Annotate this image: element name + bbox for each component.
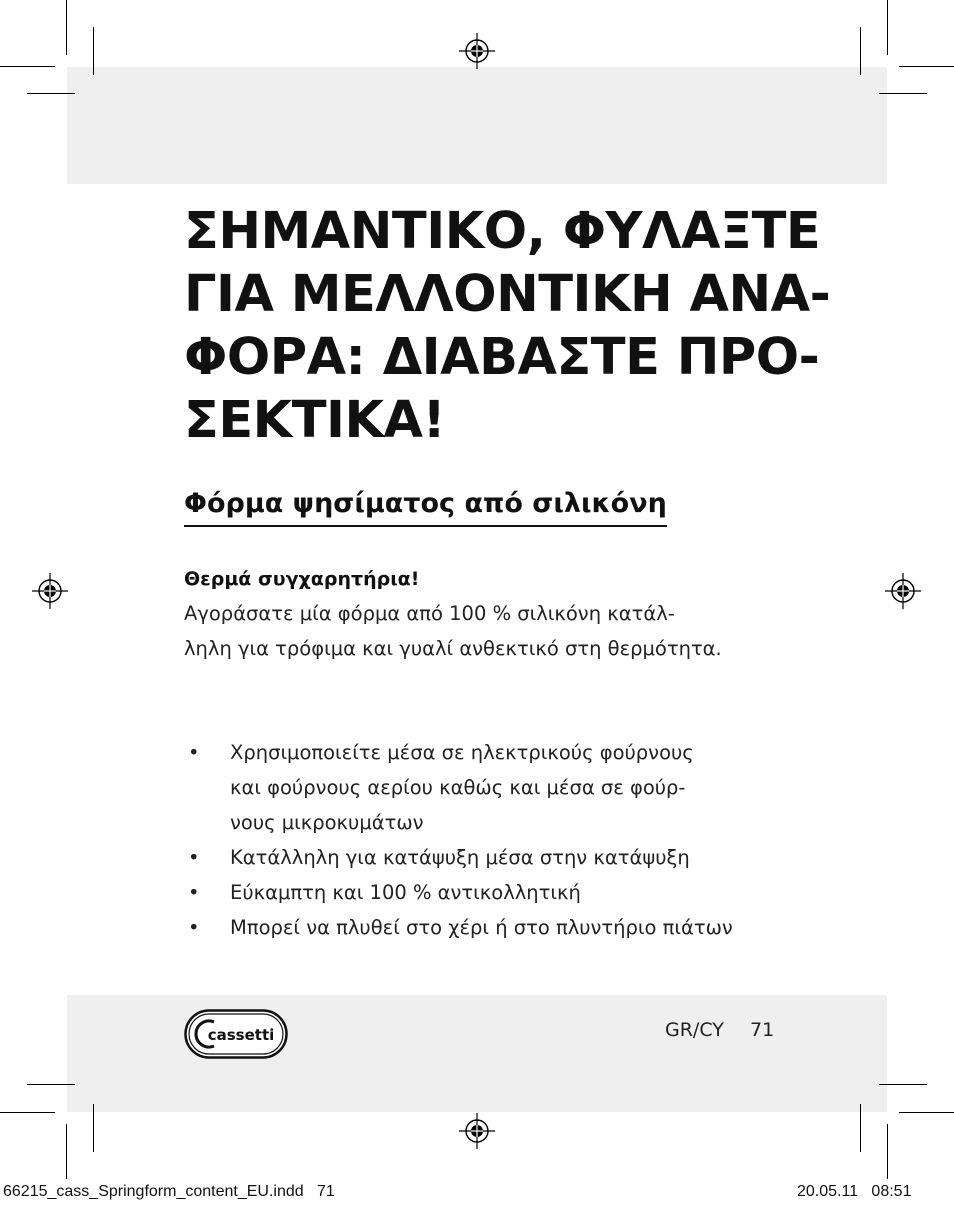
crop-mark	[93, 1104, 94, 1152]
page-number: 71	[750, 1019, 775, 1041]
crop-mark	[93, 27, 94, 75]
registration-mark-icon	[458, 1112, 496, 1150]
crop-mark	[27, 1084, 75, 1085]
list-item	[184, 910, 733, 945]
list-item-line: Εύκαμπτη και 100 % αντικολλητική	[230, 881, 581, 904]
intro-line: ληλη για τρόφιμα και γυαλί ανθεκτικό στη θερμότητα.	[184, 637, 722, 660]
header-band	[67, 67, 887, 184]
list-item-line: Μπορεί να πλυθεί στο χέρι ή στο πλυντήριο πιάτων	[230, 916, 733, 939]
crop-mark	[887, 1124, 888, 1179]
crop-mark	[66, 0, 67, 55]
print-slug-file: 66215_cass_Springform_content_EU.indd 71	[3, 1183, 335, 1200]
crop-mark	[0, 66, 55, 67]
cassetti-logo	[184, 1009, 288, 1059]
crop-mark	[27, 93, 75, 94]
crop-mark	[0, 1112, 55, 1113]
list-item	[184, 840, 733, 875]
region-label: GR/CY	[665, 1019, 724, 1041]
list-item-line: νους μικροκυμάτων	[230, 811, 424, 834]
title-line: ΣΗΜΑΝΤΙΚΟ, ΦΥΛΑΞΤΕ	[184, 202, 821, 261]
crop-mark	[860, 27, 861, 75]
crop-mark	[860, 1104, 861, 1152]
print-slug-datetime: 20.05.11 08:51	[797, 1183, 912, 1200]
registration-mark-icon	[31, 572, 69, 610]
product-subtitle: Φόρμα ψησίματος από σιλικόνη	[184, 484, 667, 527]
intro-paragraph	[184, 596, 804, 666]
crop-mark	[879, 1084, 927, 1085]
bullet-icon: •	[188, 741, 200, 764]
crop-mark	[879, 93, 927, 94]
bullet-icon: •	[188, 916, 200, 939]
list-item-line: και φούρνους αερίου καθώς και μέσα σε φούρ-	[230, 776, 686, 799]
bullet-icon: •	[188, 881, 200, 904]
list-item	[184, 875, 733, 910]
list-item-line: Χρησιμοποιείτε μέσα σε ηλεκτρικούς φούρνους	[230, 741, 694, 764]
title-line: ΓΙΑ ΜΕΛΛΟΝΤΙΚΗ ΑΝΑ-	[184, 265, 831, 324]
registration-mark-icon	[884, 572, 922, 610]
registration-mark-icon	[458, 32, 496, 70]
crop-mark	[899, 1112, 954, 1113]
crop-mark	[887, 0, 888, 55]
feature-list	[184, 735, 733, 945]
logo-text: cassetti	[207, 1026, 275, 1044]
crop-mark	[66, 1124, 67, 1179]
intro-line: Αγοράσατε μία φόρμα από 100 % σιλικόνη κατάλ-	[184, 602, 675, 625]
title-line: ΣΕΚΤΙΚΑ!	[184, 391, 446, 450]
crop-mark	[899, 66, 954, 67]
list-item	[184, 735, 733, 840]
list-item-line: Κατάλληλη για κατάψυξη μέσα στην κατάψυξη	[230, 846, 690, 869]
page-title	[184, 200, 831, 452]
bullet-icon: •	[188, 846, 200, 869]
title-line: ΦΟΡΑ: ΔΙΑΒΑΣΤΕ ΠΡΟ-	[184, 328, 820, 387]
greeting-heading: Θερμά συγχαρητήρια!	[184, 568, 420, 590]
